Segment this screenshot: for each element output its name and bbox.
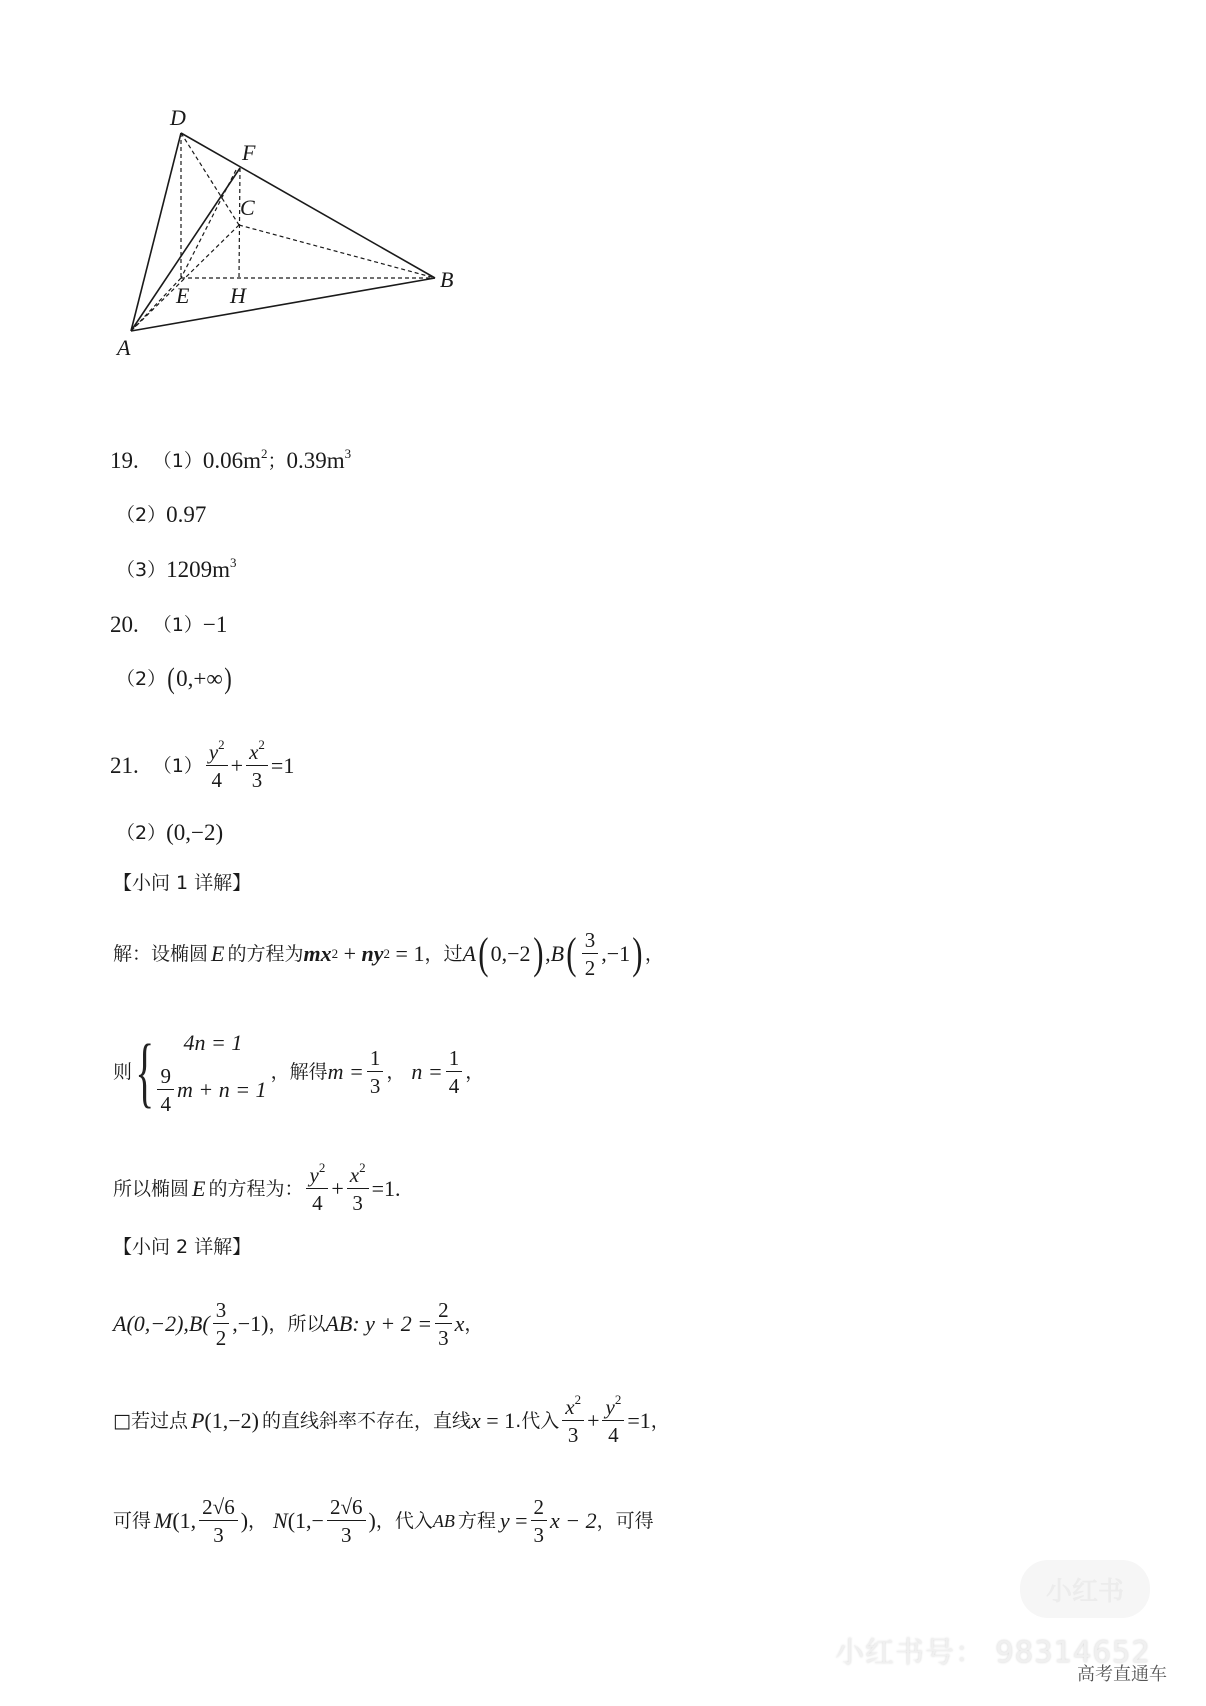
answer-value: $1209m^3$ xyxy=(166,555,237,582)
q20-part2: （2） ( 0,+∞ ) xyxy=(116,662,232,695)
xiaohongshu-id-watermark: 小红书号： 98314652 xyxy=(835,1635,1151,1669)
geometry-figure xyxy=(90,95,470,365)
answer-value: −1 xyxy=(202,612,228,637)
answer-volume: $0.39m^3$ xyxy=(286,446,352,473)
part-label: （3） xyxy=(116,559,167,581)
q20-part1 xyxy=(110,610,227,640)
separator: ； xyxy=(267,450,287,472)
label-E: E xyxy=(176,283,190,308)
part-label: （1） xyxy=(152,450,203,472)
label-D: D xyxy=(170,105,186,130)
solution2-line1: A(0,−2),B( $\frac{3}{2}$ ,−1) ，所以 AB : y + 2 = $\frac{2}{3}$ x ， xyxy=(113,1298,484,1350)
q19-part1 xyxy=(110,446,351,476)
solution2-heading: 【小问 2 详解】 xyxy=(113,1236,252,1258)
solution1-heading: 【小问 1 详解】 xyxy=(113,872,252,894)
part-label: （1） xyxy=(152,614,203,636)
missing-glyph-box: □ xyxy=(113,1410,131,1432)
answer-value: 0.97 xyxy=(166,502,207,527)
solution1-line2: 则 { 4n = 1 $\frac{9}{4}$ m + n = 1 ，解得 m = $\frac{1}{3}$ ， n = $\frac{1}{4}$ ， xyxy=(113,1028,485,1116)
solution2-line3: 可得 M (1, $\frac{2√6}{3}$ ) ， N (1,− $\frac{2√6}{3}$ ) ，代入 AB 方程 y = $\frac{2}{3}$ x − 2 ，可得 xyxy=(113,1495,654,1547)
label-H: H xyxy=(230,283,246,308)
q21-part1: 21. （1） $\frac{y^2}{4}$ + $\frac{x^2}{3}$ =1 xyxy=(110,737,295,792)
part-label: （1） xyxy=(152,755,203,777)
q19-part2 xyxy=(116,500,206,530)
solution1-line1: 解：设椭圆 E 的方程为 mx 2 + ny 2 = 1 ，过 A ( 0,−2 ) , B ( $\frac{3}{2}$ ,−1 ) ， xyxy=(113,928,664,980)
label-A: A xyxy=(117,335,131,360)
xiaohongshu-logo-watermark: 小红书 xyxy=(1020,1560,1150,1618)
account-brand-label: 高考直通车 xyxy=(1077,1664,1167,1685)
question-number: 19. xyxy=(110,448,139,473)
answer-point: (0,−2) xyxy=(166,820,224,845)
part-label: （2） xyxy=(116,822,167,844)
question-number: 21. xyxy=(110,753,139,778)
tetrahedron-diagram xyxy=(90,95,470,365)
label-F: F xyxy=(242,140,256,165)
fraction: $\frac{y^2}{4}$ xyxy=(206,740,228,792)
q21-part2 xyxy=(116,818,223,848)
q19-part3 xyxy=(116,555,236,585)
label-C: C xyxy=(240,195,255,220)
part-label: （2） xyxy=(116,668,167,690)
solution1-line3: 所以椭圆 E 的方程为： $\frac{y^2}{4}$ + $\frac{x^2}{3}$ =1. xyxy=(113,1160,401,1215)
solution2-line2: □ 若过点 P (1,−2) 的直线斜率不存在，直线 x = 1 .代入 $\frac{x^2}{3}$ + $\frac{y^2}{4}$ =1 ， xyxy=(113,1392,670,1447)
answer-interval: 0,+∞ xyxy=(176,666,223,691)
equation-system: 4n = 1 $\frac{9}{4}$ m + n = 1 xyxy=(157,1028,266,1116)
label-B: B xyxy=(440,267,454,292)
fraction: $\frac{x^2}{3}$ xyxy=(246,740,268,792)
answer-area: $0.06m^2$ xyxy=(202,446,268,473)
question-number: 20. xyxy=(110,612,139,637)
part-label: （2） xyxy=(116,504,167,526)
